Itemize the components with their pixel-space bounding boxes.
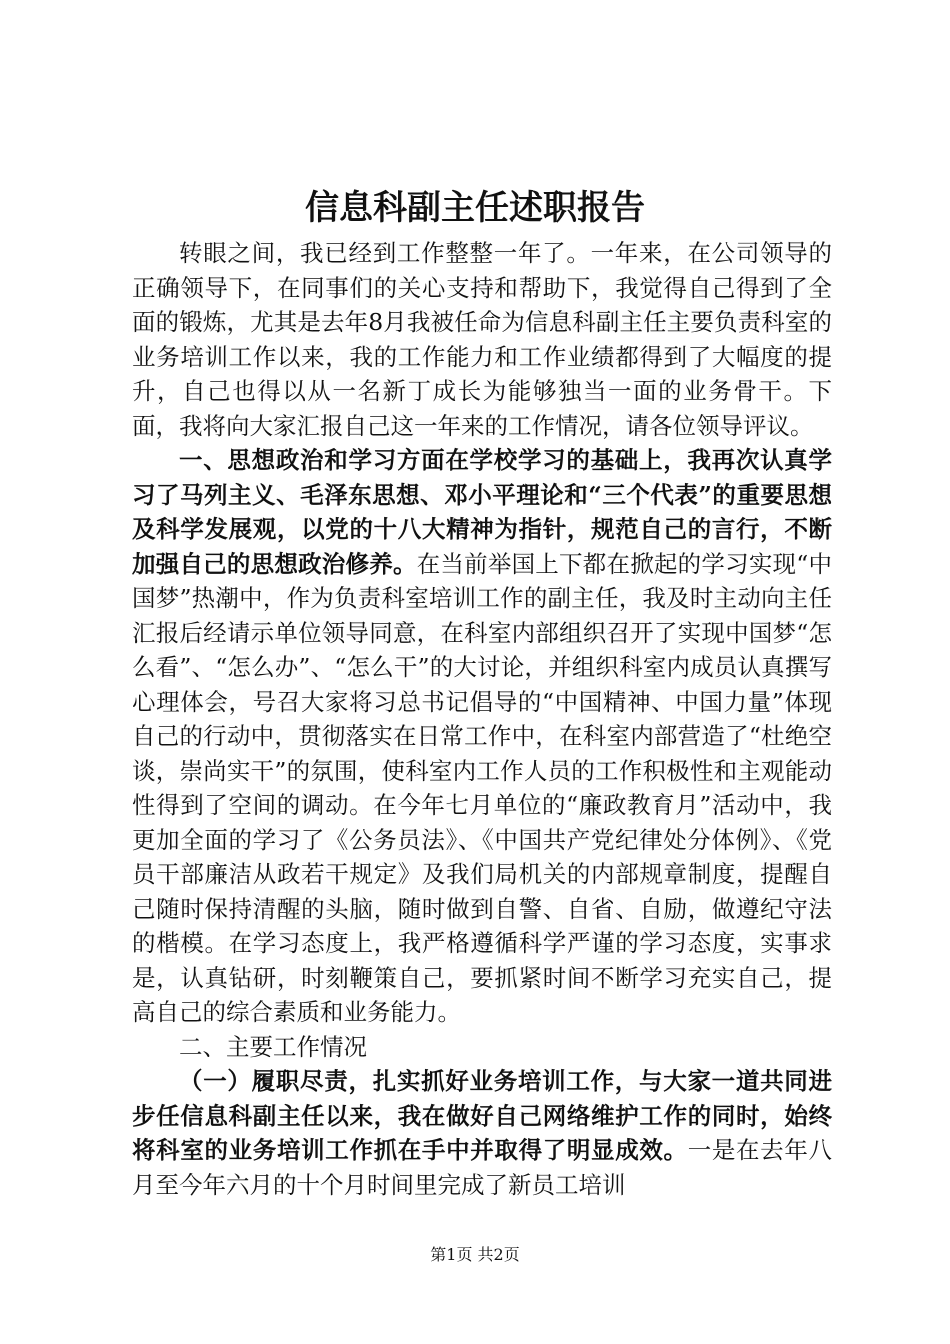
section-two-heading: 二、主要工作情况 xyxy=(179,1032,367,1061)
paragraph-intro-text: 转眼之间，我已经到工作整整一年了。一年来，在公司领导的正确领导下，在同事们的关心支持和帮助下，我觉得自己得到了全面的锻炼，尤其是去年8月我被任命为信息科副主任主要负责科室的业务培训工作以来，我的工作能力和工作业绩都得到了大幅度的提升，自己也得以从一名新丁成长为能够独当一面的业务骨干。下面，我将向大家汇报自己这一年来的工作情况，请各位领导评议。 xyxy=(132,239,832,440)
section-one-heading: 一、思想政治和学习方面在学校学习的基础上，我再次认真学习了马列主义、毛泽东思想、邓小平理论和“三个代表”的重要思想及科学发展观，以党的十八大精神为指针，规范自己的言行，不断加强自己的思想政治修养。 xyxy=(132,446,832,578)
paragraph-section-one xyxy=(132,443,832,1030)
paragraph-intro xyxy=(132,236,832,443)
page-number-footer: 第1页 共2页 xyxy=(430,1245,520,1264)
paragraph-subsection-one xyxy=(132,1064,832,1202)
document-title: 信息科副主任述职报告 xyxy=(305,188,645,228)
subsection-one-text: 一是在去年八月至今年六月的十个月时间里完成了新员工培训 xyxy=(132,1136,833,1199)
document-body xyxy=(132,236,832,1202)
paragraph-section-two-heading xyxy=(132,1030,832,1065)
subsection-one-heading: （一）履职尽责，扎实抓好业务培训工作，与大家一道共同进步任信息科副主任以来，我在做好自己网络维护工作的同时，始终将科室的业务培训工作抓在手中并取得了明显成效。 xyxy=(132,1067,832,1164)
section-one-text: 在当前举国上下都在掀起的学习实现“中国梦”热潮中，作为负责科室培训工作的副主任，我及时主动向主任汇报后经请示单位领导同意，在科室内部组织召开了实现中国梦“怎么看”、“怎么办”、“怎么干”的大讨论，并组织科室内成员认真撰写心理体会，号召大家将习总书记倡导的“中国精神、中国力量”体现自己的行动中，贯彻落实在日常工作中，在科室内部营造了“杜绝空谈，崇尚实干”的氛围，使科室内工作人员的工作积极性和主观能动性得到了空间的调动。在今年七月单位的“廉政教育月”活动中，我更加全面的学习了《公务员法》、《中国共产党纪律处分体例》、《党员干部廉洁从政若干规定》及我们局机关的内部规章制度，提醒自己随时保持清醒的头脑，随时做到自警、自省、自励，做遵纪守法的楷模。在学习态度上，我严格遵循科学严谨的学习态度，实事求是，认真钻研，时刻鞭策自己，要抓紧时间不断学习充实自己，提高自己的综合素质和业务能力。 xyxy=(132,549,833,1026)
